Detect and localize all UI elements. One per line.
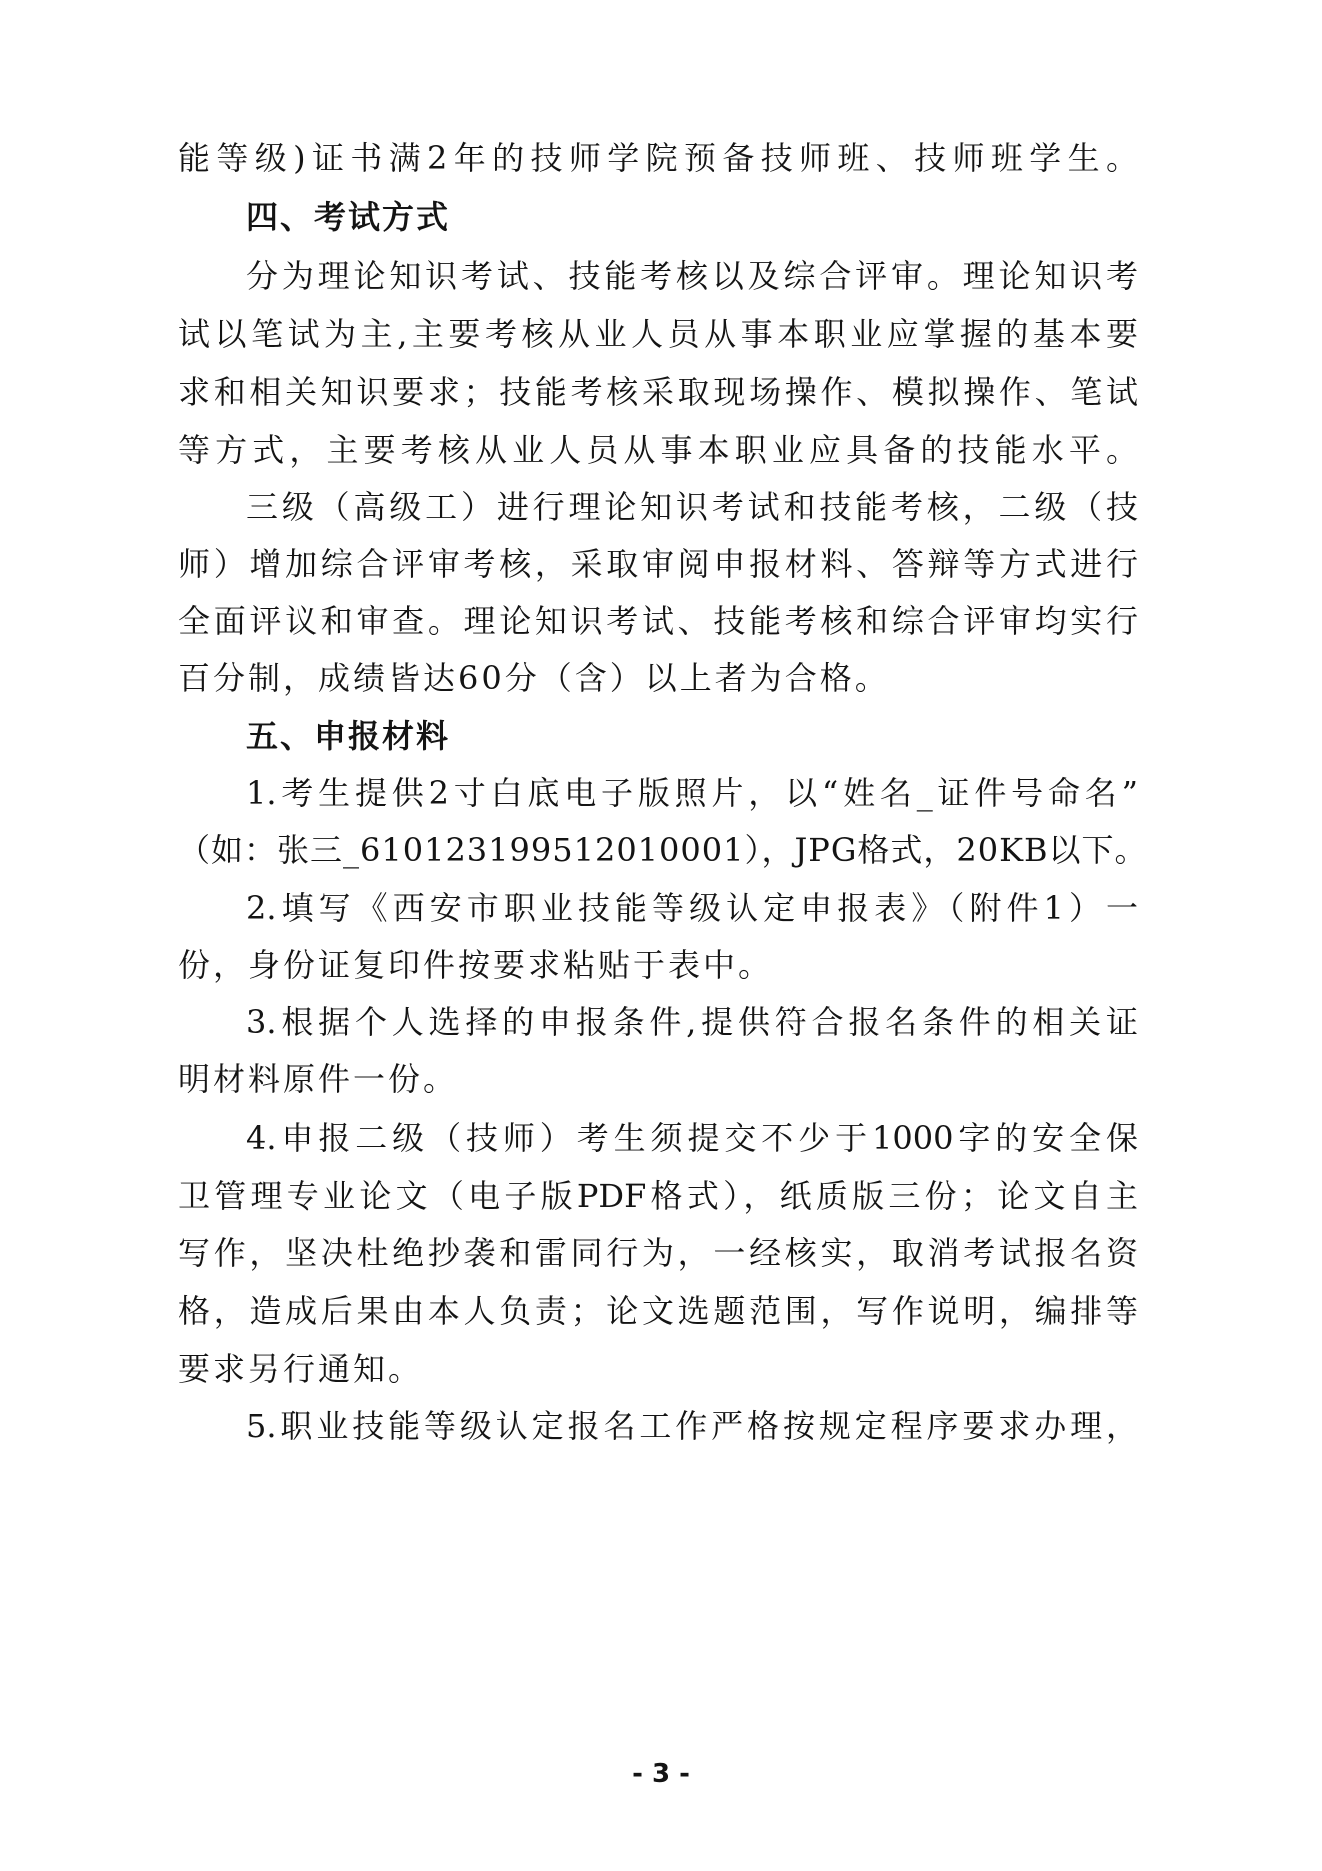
body-text-line: 求和相关知识要求；技能考核采取现场操作、模拟操作、笔试 — [178, 373, 1138, 411]
body-text-line: 分为理论知识考试、技能考核以及综合评审。理论知识考 — [246, 257, 1138, 295]
body-text-line: 1.考生提供2寸白底电子版照片，以“姓名_证件号命名” — [246, 774, 1138, 812]
body-text-line: （如：张三_610123199512010001），JPG格式，20KB以下。 — [178, 831, 1148, 869]
section-heading-exam-method: 四、考试方式 — [246, 198, 451, 236]
body-text-line: 等方式，主要考核从业人员从事本职业应具备的技能水平。 — [178, 431, 1138, 469]
body-text-line: 要求另行通知。 — [178, 1350, 424, 1388]
body-text-line: 4.申报二级（技师）考生须提交不少于1000字的安全保 — [246, 1119, 1138, 1157]
body-text-line: 全面评议和审查。理论知识考试、技能考核和综合评审均实行 — [178, 602, 1138, 640]
body-text-line: 明材料原件一份。 — [178, 1060, 459, 1098]
body-text-line: 卫管理专业论文（电子版PDF格式），纸质版三份；论文自主 — [178, 1177, 1138, 1215]
body-text-line: 2.填写《西安市职业技能等级认定申报表》（附件1）一 — [246, 889, 1138, 927]
body-text-line: 试以笔试为主,主要考核从业人员从事本职业应掌握的基本要 — [178, 315, 1138, 353]
body-text-line: 三级（高级工）进行理论知识考试和技能考核，二级（技 — [246, 488, 1138, 526]
body-text-line: 3.根据个人选择的申报条件,提供符合报名条件的相关证 — [246, 1003, 1138, 1041]
body-text-line: 能等级)证书满2年的技师学院预备技师班、技师班学生。 — [178, 139, 1138, 177]
body-text-line: 份，身份证复印件按要求粘贴于表中。 — [178, 946, 774, 984]
body-text-line: 写作，坚决杜绝抄袭和雷同行为，一经核实，取消考试报名资 — [178, 1234, 1138, 1272]
body-text-line: 百分制，成绩皆达60分（含）以上者为合格。 — [178, 659, 890, 697]
page-number: - 3 - — [632, 1759, 690, 1789]
section-heading-materials: 五、申报材料 — [246, 717, 451, 755]
body-text-line: 5.职业技能等级认定报名工作严格按规定程序要求办理， — [246, 1407, 1138, 1445]
body-text-line: 师）增加综合评审考核，采取审阅申报材料、答辩等方式进行 — [178, 545, 1138, 583]
body-text-line: 格，造成后果由本人负责；论文选题范围，写作说明，编排等 — [178, 1292, 1138, 1330]
